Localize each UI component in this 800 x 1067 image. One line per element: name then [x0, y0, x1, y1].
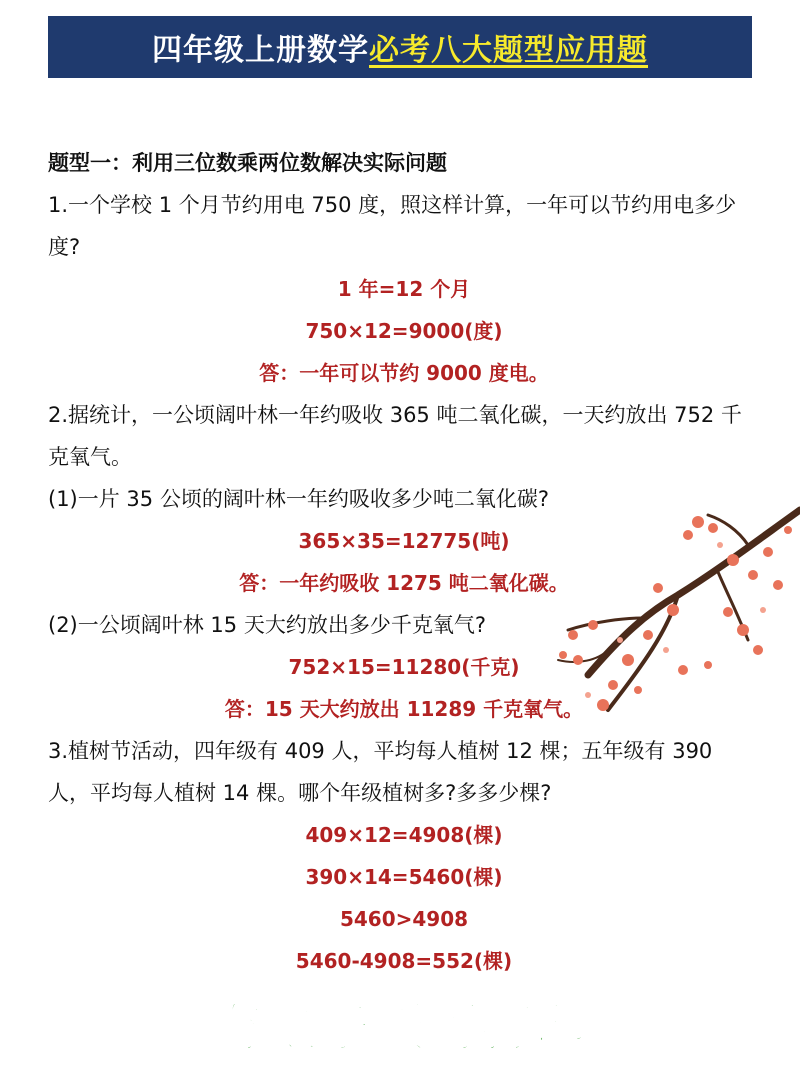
question-2: 2.据统计，一公顷阔叶林一年约吸收 365 吨二氧化碳，一天约放出 752 千克氧气。 [48, 403, 742, 469]
q2-2-step-1: 752×15=11280(千克) [288, 655, 520, 679]
print-notice-text: 有电子版可打印 [210, 999, 589, 1059]
page-title-highlight: 必考八大题型应用题 [369, 33, 648, 68]
title-banner [48, 16, 752, 78]
q1-step-2: 750×12=9000(度) [305, 319, 503, 343]
question-2-sub-2: (2)一公顷阔叶林 15 天大约放出多少千克氧气? [48, 613, 486, 637]
section-title: 题型一：利用三位数乘两位数解决实际问题 [48, 151, 447, 175]
plum-blossom-branch-illustration [548, 500, 800, 730]
q1-answer: 答：一年可以节约 9000 度电。 [259, 361, 549, 385]
question-2-sub-1: (1)一片 35 公顷的阔叶林一年约吸收多少吨二氧化碳? [48, 487, 549, 511]
question-1: 1.一个学校 1 个月节约用电 750 度，照这样计算，一年可以节约用电多少度? [48, 193, 737, 259]
q1-step-1: 1 年=12 个月 [337, 277, 471, 301]
q3-step-2: 390×14=5460(棵) [305, 865, 503, 889]
q2-1-step-1: 365×35=12775(吨) [298, 529, 510, 553]
print-notice-overlay [0, 980, 800, 1067]
q2-1-answer: 答：一年约吸收 1275 吨二氧化碳。 [239, 571, 569, 595]
q3-step-4: 5460-4908=552(棵) [295, 949, 513, 973]
q2-2-answer: 答：15 天大约放出 11289 千克氧气。 [224, 697, 584, 721]
q3-step-3: 5460>4908 [339, 907, 469, 931]
question-3: 3.植树节活动，四年级有 409 人，平均每人植树 12 棵；五年级有 390 人，平均每人植树 14 棵。哪个年级植树多?多多少棵? [48, 739, 713, 805]
blossoms [559, 516, 792, 711]
q3-step-1: 409×12=4908(棵) [305, 823, 503, 847]
page-title-main: 四年级上册数学 [152, 33, 369, 68]
